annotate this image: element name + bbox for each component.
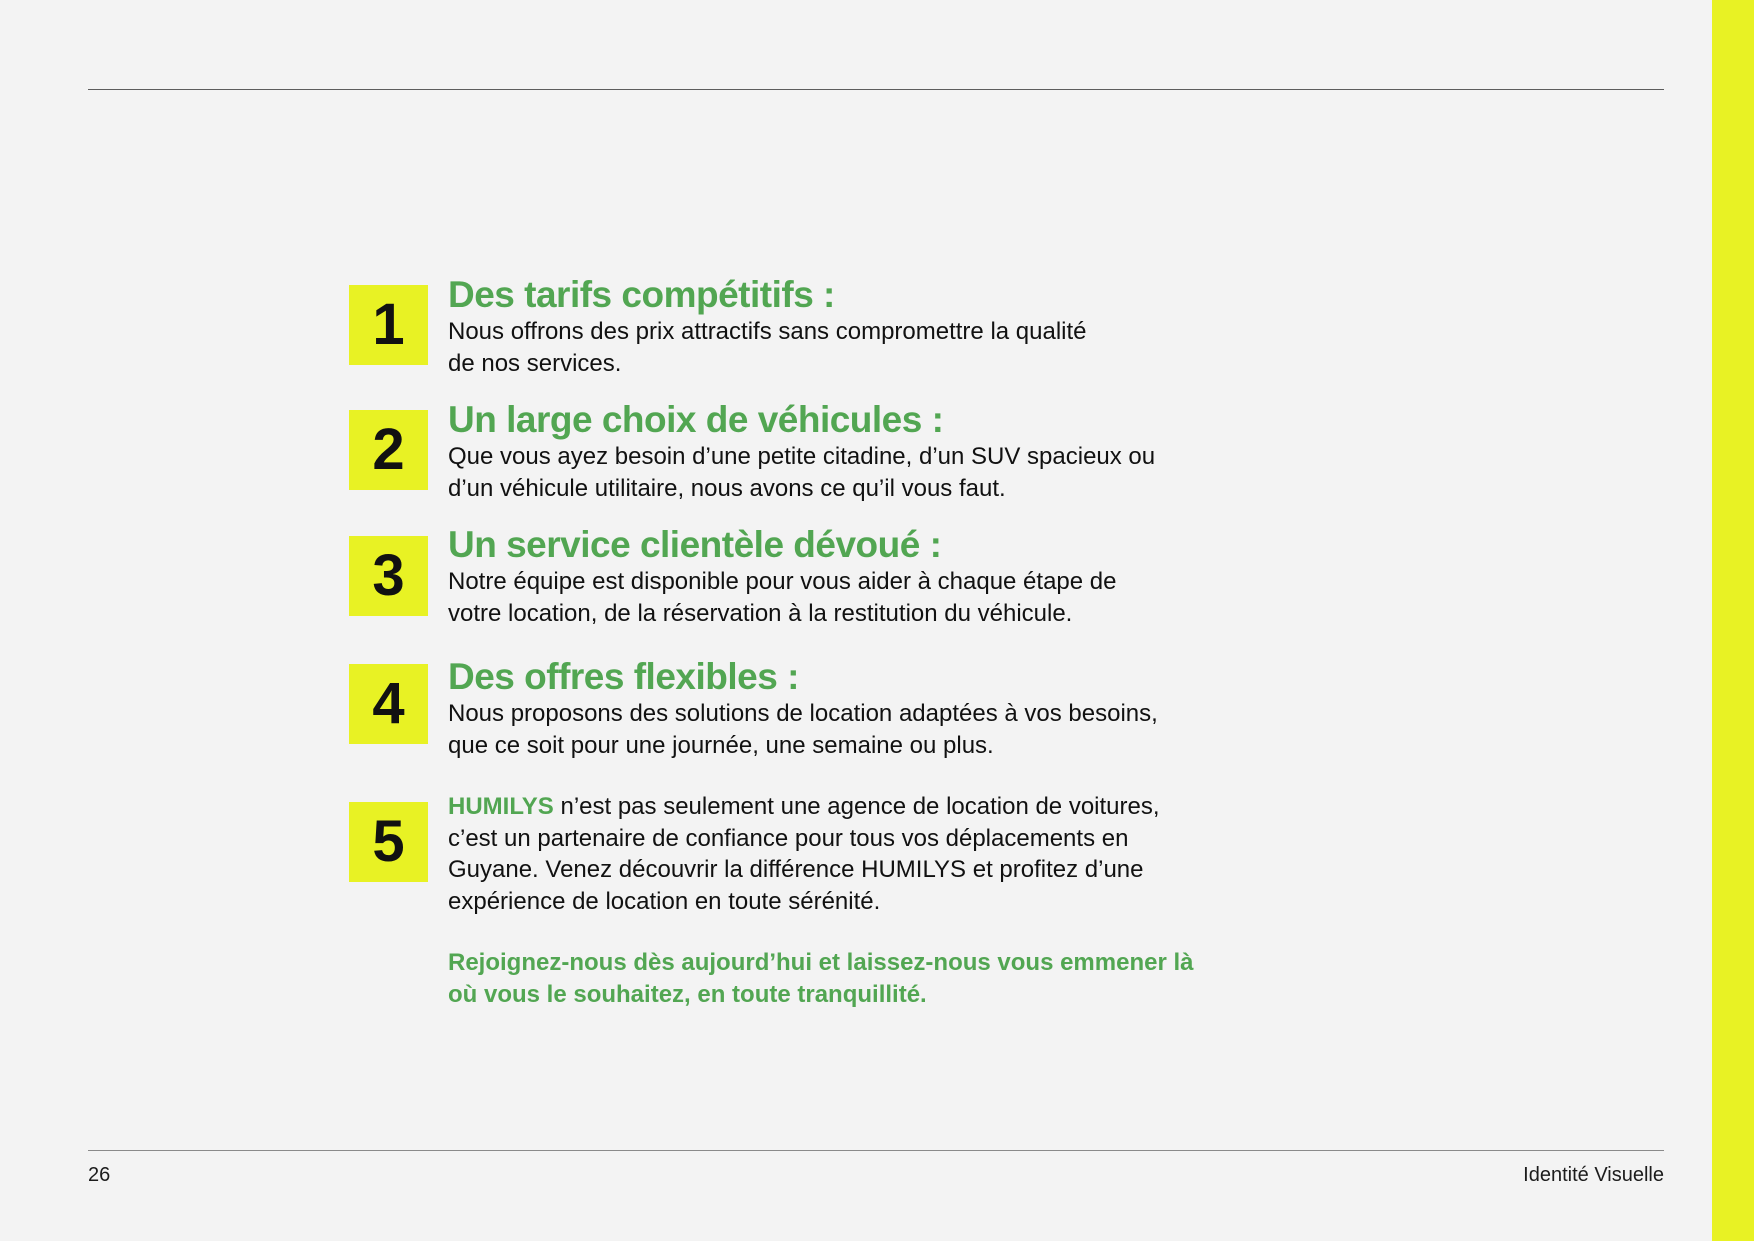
feature-heading-1: Des tarifs compétitifs : bbox=[448, 274, 835, 315]
conclusion-line: expérience de location en toute sérénité. bbox=[448, 887, 881, 915]
description-line: que ce soit pour une journée, une semaine ou plus. bbox=[448, 731, 994, 759]
bottom-divider bbox=[88, 1150, 1664, 1151]
feature-description-4 bbox=[448, 698, 1308, 761]
closing-statement bbox=[448, 947, 1308, 1010]
feature-heading-2: Un large choix de véhicules : bbox=[448, 399, 944, 440]
description-line: d’un véhicule utilitaire, nous avons ce qu’il vous faut. bbox=[448, 474, 1006, 502]
conclusion-line: Guyane. Venez découvrir la différence HUMILYS et profitez d’une bbox=[448, 856, 1144, 883]
feature-content-1 bbox=[448, 275, 1308, 379]
conclusion-line: c’est un partenaire de confiance pour tous vos déplacements en bbox=[448, 824, 1129, 852]
number-badge-5: 5 bbox=[349, 802, 428, 882]
feature-content-2 bbox=[448, 400, 1308, 504]
description-line: Notre équipe est disponible pour vous aider à chaque étape de bbox=[448, 568, 1117, 595]
description-line: votre location, de la réservation à la restitution du véhicule. bbox=[448, 599, 1073, 627]
top-divider bbox=[88, 89, 1664, 90]
number-badge-1: 1 bbox=[349, 285, 428, 365]
conclusion-content bbox=[448, 790, 1308, 1010]
side-accent-bar bbox=[1712, 0, 1754, 1241]
brand-name: HUMILYS bbox=[448, 793, 554, 820]
description-line: de nos services. bbox=[448, 349, 622, 377]
closing-line: Rejoignez-nous dès aujourd’hui et laissez-nous vous emmener là bbox=[448, 949, 1194, 976]
feature-description-1 bbox=[448, 316, 1308, 379]
feature-description-2 bbox=[448, 441, 1308, 504]
conclusion-first-line bbox=[448, 791, 1308, 823]
conclusion-paragraph bbox=[448, 791, 1308, 917]
description-line: Que vous ayez besoin d’une petite citadine, d’un SUV spacieux ou bbox=[448, 443, 1156, 470]
feature-heading-3: Un service clientèle dévoué : bbox=[448, 524, 942, 565]
feature-heading-4: Des offres flexibles : bbox=[448, 656, 799, 697]
number-badge-3: 3 bbox=[349, 536, 428, 616]
conclusion-first-line-text: n’est pas seulement une agence de location de voitures, bbox=[553, 793, 1160, 820]
closing-line: où vous le souhaitez, en toute tranquillité. bbox=[448, 980, 927, 1008]
document-title: Identité Visuelle bbox=[1523, 1164, 1664, 1186]
feature-content-4 bbox=[448, 657, 1308, 761]
description-line: Nous proposons des solutions de location adaptées à vos besoins, bbox=[448, 700, 1158, 727]
page-number: 26 bbox=[88, 1164, 111, 1186]
feature-description-3 bbox=[448, 566, 1308, 629]
feature-content-3 bbox=[448, 525, 1308, 629]
number-badge-4: 4 bbox=[349, 664, 428, 744]
description-line: Nous offrons des prix attractifs sans compromettre la qualité bbox=[448, 318, 1087, 345]
number-badge-2: 2 bbox=[349, 410, 428, 490]
